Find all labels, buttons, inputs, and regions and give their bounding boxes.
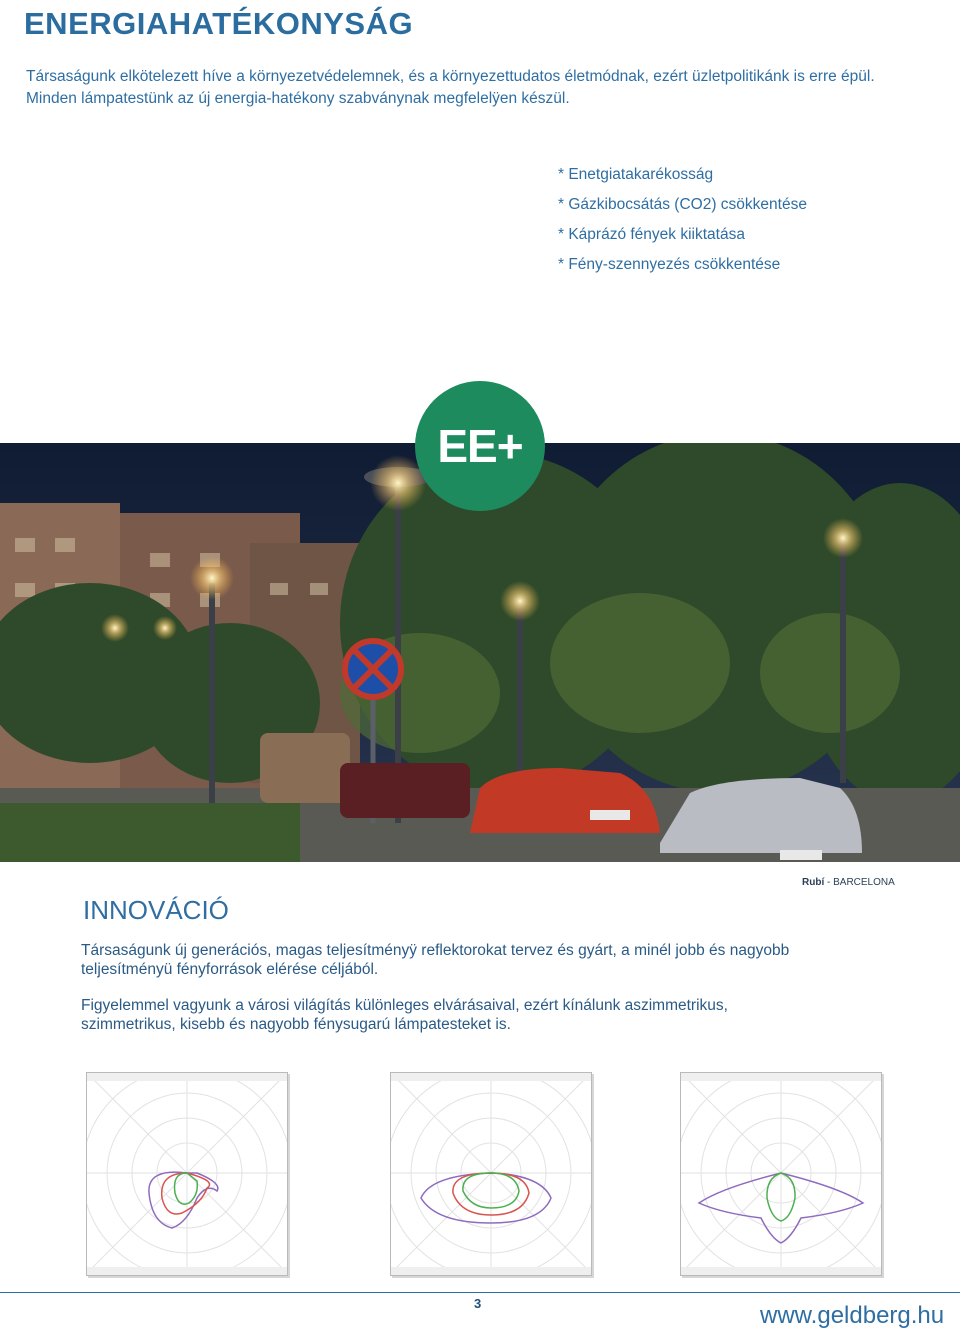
ee-plus-badge-icon: EE+ xyxy=(415,381,545,511)
page-number: 3 xyxy=(474,1296,482,1311)
benefit-item: * Káprázó fények kiiktatása xyxy=(558,226,745,243)
photometric-diagram-symmetric xyxy=(390,1072,592,1276)
innovation-paragraph-1: Társaságunk új generációs, magas teljesítményÿ reflektorokat tervez és gyárt, a minél jobb és nagyobb teljesítményü fényforrások elérése céljából. xyxy=(81,942,790,978)
photometric-diagram-asymmetric xyxy=(86,1072,288,1276)
caption-location: Rubí xyxy=(802,877,825,888)
photo-caption xyxy=(802,877,895,888)
benefit-item: * Gázkibocsátás (CO2) csökkentése xyxy=(558,196,807,213)
website-link[interactable]: www.geldberg.hu xyxy=(760,1302,945,1329)
footer-divider xyxy=(0,1292,960,1293)
benefit-item: * Fény-szennyezés csökkentése xyxy=(558,256,781,273)
benefit-item: * Enetgiatakarékosság xyxy=(558,166,714,183)
benefits-list xyxy=(558,163,807,283)
section-title: INNOVÁCIÓ xyxy=(83,895,229,925)
intro-line-1: Társaságunk elkötelezett híve a környezetvédelemnek, és a környezettudatos életmódnak, ezért üzletpolitikánk is erre épül. xyxy=(26,68,875,85)
innovation-paragraph-2: Figyelemmel vagyunk a városi világítás különleges elvárásaival, ezért kínálunk aszimmetrikus, szimmetrikus, kisebb és nagyobb fénysugarú lámpatesteket is. xyxy=(81,997,728,1033)
intro-line-2: Minden lámpatestünk az új energia-hatékony szabványnak megfelelÿen készül. xyxy=(26,90,570,107)
caption-city: - BARCELONA xyxy=(824,877,895,888)
intro-text xyxy=(26,66,926,110)
photometric-diagram-wide xyxy=(680,1072,882,1276)
page-title: ENERGIAHATÉKONYSÁG xyxy=(24,6,414,41)
